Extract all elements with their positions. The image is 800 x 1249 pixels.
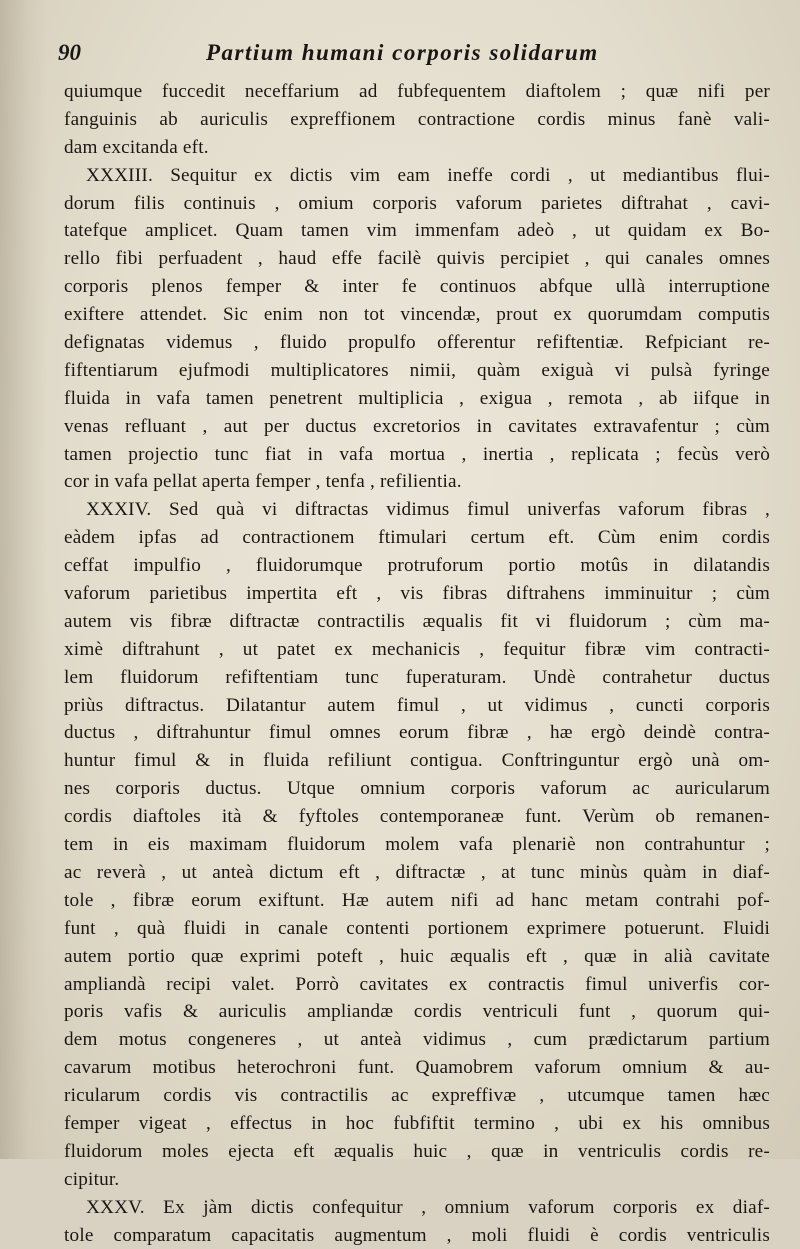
page-number: 90: [58, 40, 81, 65]
text-line: autem portio quæ exprimi poteft , huic æqualis eft , quæ in alià cavitate: [64, 945, 770, 967]
text-line: poris vafis & auriculis ampliandæ cordis ventriculi funt , quorum qui-: [64, 1001, 770, 1023]
section-heading-xxxiii: XXXIII. Sequitur ex dictis vim eam ineffe cordi , ut mediantibus flui-: [86, 164, 770, 186]
text-line: rello fibi perfuadent , haud effe facilè quivis percipiet , qui canales omnes: [64, 248, 770, 270]
text-line: quiumque fuccedit neceffarium ad fubfequentem diaftolem ; quæ nifi per: [64, 81, 770, 102]
text-line: vaforum parietibus impertita eft , vis fibras diftrahens imminuitur ; cùm: [64, 583, 770, 605]
text-line: corporis plenos femper & inter fe continuos abfque ullà interruptione: [64, 276, 770, 298]
text-line: exiftere attendet. Sic enim non tot vincendæ, prout ex quorumdam computis: [64, 304, 770, 326]
text-line: ampliandà recipi valet. Porrò cavitates ex contractis fimul univerfis cor-: [64, 973, 770, 995]
text-line: ceffat impulfio , fluidorumque protruforum portio motûs in dilatandis: [64, 555, 770, 577]
text-line: tole , fibræ eorum exiftunt. Hæ autem nifi ad hanc metam contrahi pof-: [64, 889, 770, 911]
text-line: ricularum cordis vis contractilis ac expreffivæ , utcumque tamen hæc: [64, 1085, 770, 1107]
text-line: funt , quà fluidi in canale contenti portionem exprimere potuerunt. Fluidi: [64, 917, 770, 939]
text-line: fluida in vafa tamen penetrent multiplicia , exigua , remota , ab iifque in: [64, 387, 770, 409]
text-line: ac reverà , ut anteà dictum eft , diftractæ , at tunc minùs quàm in diaf-: [64, 861, 770, 883]
text-line: fanguinis ab auriculis expreffionem contractione cordis minus fanè vali-: [64, 108, 770, 130]
body-text: [64, 78, 770, 1249]
text-line: defignatas videmus , fluido propulfo offerentur refiftentiæ. Refpiciant re-: [64, 332, 770, 354]
text-line: ductus , diftrahuntur fimul omnes eorum fibræ , hæ ergò deindè contra-: [64, 722, 770, 744]
text-line: nes corporis ductus. Utque omnium corporis vaforum ac auricularum: [64, 778, 770, 800]
section-heading-xxxv: XXXV. Ex jàm dictis confequitur , omnium vaforum corporis ex diaf-: [86, 1196, 770, 1218]
text-line: fluidorum moles ejecta eft æqualis huic , quæ in ventriculis cordis re-: [64, 1140, 770, 1162]
text-line: dorum filis continuis , omium corporis vaforum parietes diftrahat , cavi-: [64, 192, 770, 214]
text-line: cavarum motibus heterochroni funt. Quamobrem vaforum omnium & au-: [64, 1057, 770, 1079]
text-line: dam excitanda eft.: [64, 136, 209, 158]
text-line: cordis diaftoles ità & fyftoles contemporaneæ funt. Verùm ob remanen-: [64, 806, 770, 828]
text-line: cipitur.: [64, 1168, 120, 1190]
text-line: ximè diftrahunt , ut patet ex mechanicis , fequitur fibræ vim contracti-: [64, 638, 770, 660]
text-line: venas refluant , aut per ductus excretorios in cavitates extravafentur ; cùm: [64, 415, 770, 437]
text-line: tole comparatum capacitatis augmentum , moli fluidi è cordis ventriculis: [64, 1224, 770, 1246]
text-line: dem motus congeneres , ut anteà vidimus , cum prædictarum partium: [64, 1029, 770, 1051]
text-line: cor in vafa pellat aperta femper , tenfa , refilientia.: [64, 471, 462, 493]
text-line: eàdem ipfas ad contractionem ftimulari certum eft. Cùm enim cordis: [64, 527, 770, 549]
text-line: femper vigeat , effectus in hoc fubfiftit termino , ubi ex his omnibus: [64, 1112, 770, 1134]
text-line: autem vis fibræ diftractæ contractilis æqualis fit vi fluidorum ; cùm ma-: [64, 610, 770, 632]
page-header: [58, 38, 766, 68]
text-line: tamen projectio tunc fiat in vafa mortua , inertia , replicata ; fecùs verò: [64, 443, 770, 465]
text-line: tatefque amplicet. Quam tamen vim immenfam adeò , ut quidam ex Bo-: [64, 220, 770, 242]
text-line: fiftentiarum ejufmodi multiplicatores nimii, quàm exiguà vi pulsà fyringe: [64, 359, 770, 381]
text-line: lem fluidorum refiftentiam tunc fuperaturam. Undè contrahetur ductus: [64, 666, 770, 688]
section-heading-xxxiv: XXXIV. Sed quà vi diftractas vidimus fimul univerfas vaforum fibras ,: [86, 499, 770, 521]
text-line: huntur fimul & in fluida refiliunt contigua. Conftringuntur ergò unà om-: [64, 750, 770, 772]
text-line: priùs diftractus. Dilatantur autem fimul , ut vidimus , cuncti corporis: [64, 694, 770, 716]
text-line: tem in eis maximam fluidorum molem vafa plenariè non contrahuntur ;: [64, 834, 770, 856]
running-title: Partium humani corporis solidarum: [206, 40, 599, 65]
